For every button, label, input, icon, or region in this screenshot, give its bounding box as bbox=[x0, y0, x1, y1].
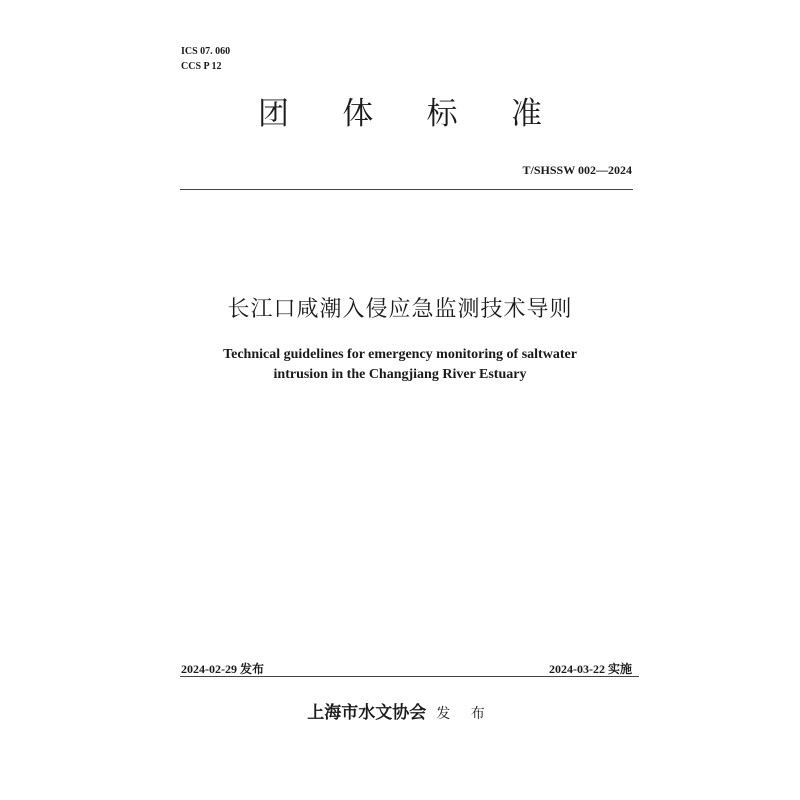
implement-date: 2024-03-22 实施 bbox=[549, 662, 632, 676]
english-title-line1: Technical guidelines for emergency monitoring of saltwater bbox=[223, 347, 577, 362]
category-char: 团 bbox=[258, 96, 289, 132]
bottom-divider bbox=[180, 676, 639, 677]
chinese-title: 长江口咸潮入侵应急监测技术导则 bbox=[227, 297, 573, 322]
ccs-code: CCS P 12 bbox=[181, 61, 222, 72]
publisher bbox=[0, 698, 800, 723]
english-title-line2: intrusion in the Changjiang River Estuary bbox=[273, 367, 527, 382]
publish-action: 发 布 bbox=[436, 706, 493, 722]
category-char: 准 bbox=[510, 96, 542, 132]
top-divider bbox=[180, 189, 633, 190]
standard-number: T/SHSSW 002—2024 bbox=[522, 163, 632, 177]
ics-code: ICS 07. 060 bbox=[181, 46, 231, 57]
standard-category-title bbox=[200, 88, 600, 134]
classification-codes bbox=[181, 44, 230, 74]
issue-date: 2024-02-29 发布 bbox=[181, 662, 264, 676]
english-title bbox=[0, 345, 800, 385]
category-char: 体 bbox=[342, 96, 374, 132]
category-char: 标 bbox=[426, 96, 458, 132]
publisher-name: 上海市水文协会 bbox=[307, 703, 427, 722]
